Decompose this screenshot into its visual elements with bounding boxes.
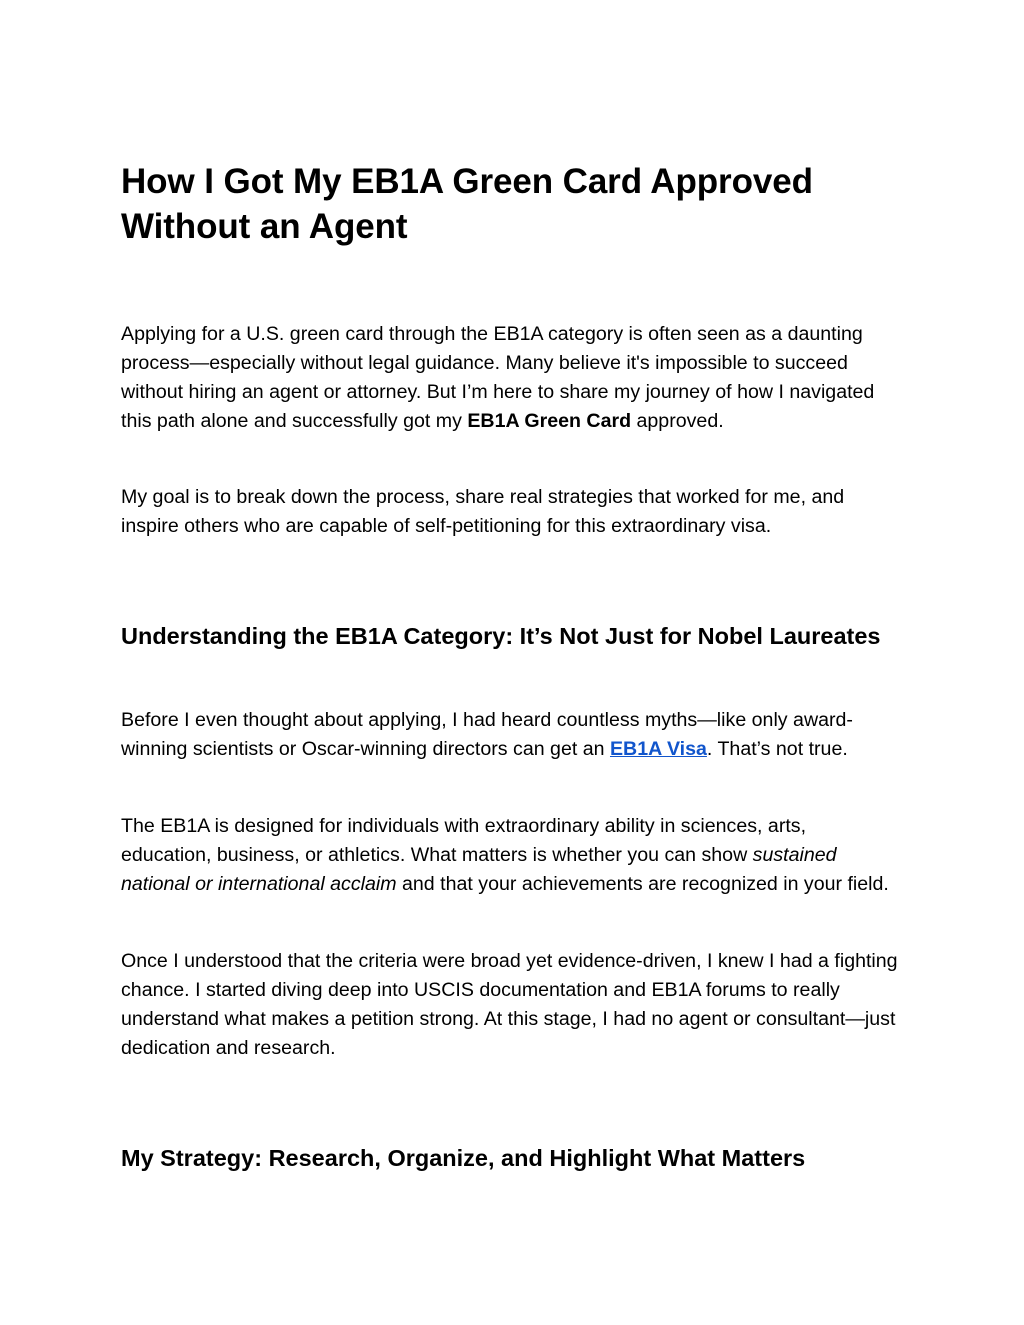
section1-paragraph-2: [121, 812, 901, 899]
eb1a-visa-link[interactable]: EB1A Visa: [609, 738, 707, 760]
section-heading-eb1a-category: Understanding the EB1A Category: It’s Not Just for Nobel Laureates: [121, 623, 881, 649]
section-heading-my-strategy: My Strategy: Research, Organize, and Highlight What Matters: [121, 1145, 806, 1171]
intro-bold-term: EB1A Green Card: [467, 410, 632, 432]
section1-paragraph-3: Once I understood that the criteria were broad yet evidence-driven, I knew I had a fighting chance. I started diving deep into USCIS documentation and EB1A forums to really understand what makes a petition strong. At this stage, I had no agent or consultant—just dedication and research.: [121, 950, 898, 1059]
intro-text: Applying for a U.S. green card through the EB1A category is often seen as a daunting process—especially without legal guidance. Many believe it's impossible to succeed without hiring an agent or attorney. But I’m here to share my journey of how I navigated this path alone and successfully got my: [121, 323, 875, 432]
section1-p2-text: The EB1A is designed for individuals with extraordinary ability in sciences, arts, education, business, or athletics. What matters is whether you can show: [121, 815, 807, 866]
section1-italic-phrase: sustained national or international acclaim: [121, 844, 837, 895]
article-title: How I Got My EB1A Green Card Approved Without an Agent: [121, 162, 813, 246]
intro-paragraph-1: [121, 320, 901, 436]
section1-p2-text-end: and that your achievements are recognized in your field.: [396, 873, 889, 895]
section1-p1-text-end: . That’s not true.: [706, 738, 848, 760]
intro-text-end: approved.: [631, 410, 724, 432]
section1-paragraph-1: [121, 706, 901, 764]
intro-paragraph-2: My goal is to break down the process, share real strategies that worked for me, and inspire others who are capable of self-petitioning for this extraordinary visa.: [121, 486, 845, 537]
section1-p1-text: Before I even thought about applying, I had heard countless myths—like only award-winning scientists or Oscar-winning directors can get an: [121, 709, 853, 760]
